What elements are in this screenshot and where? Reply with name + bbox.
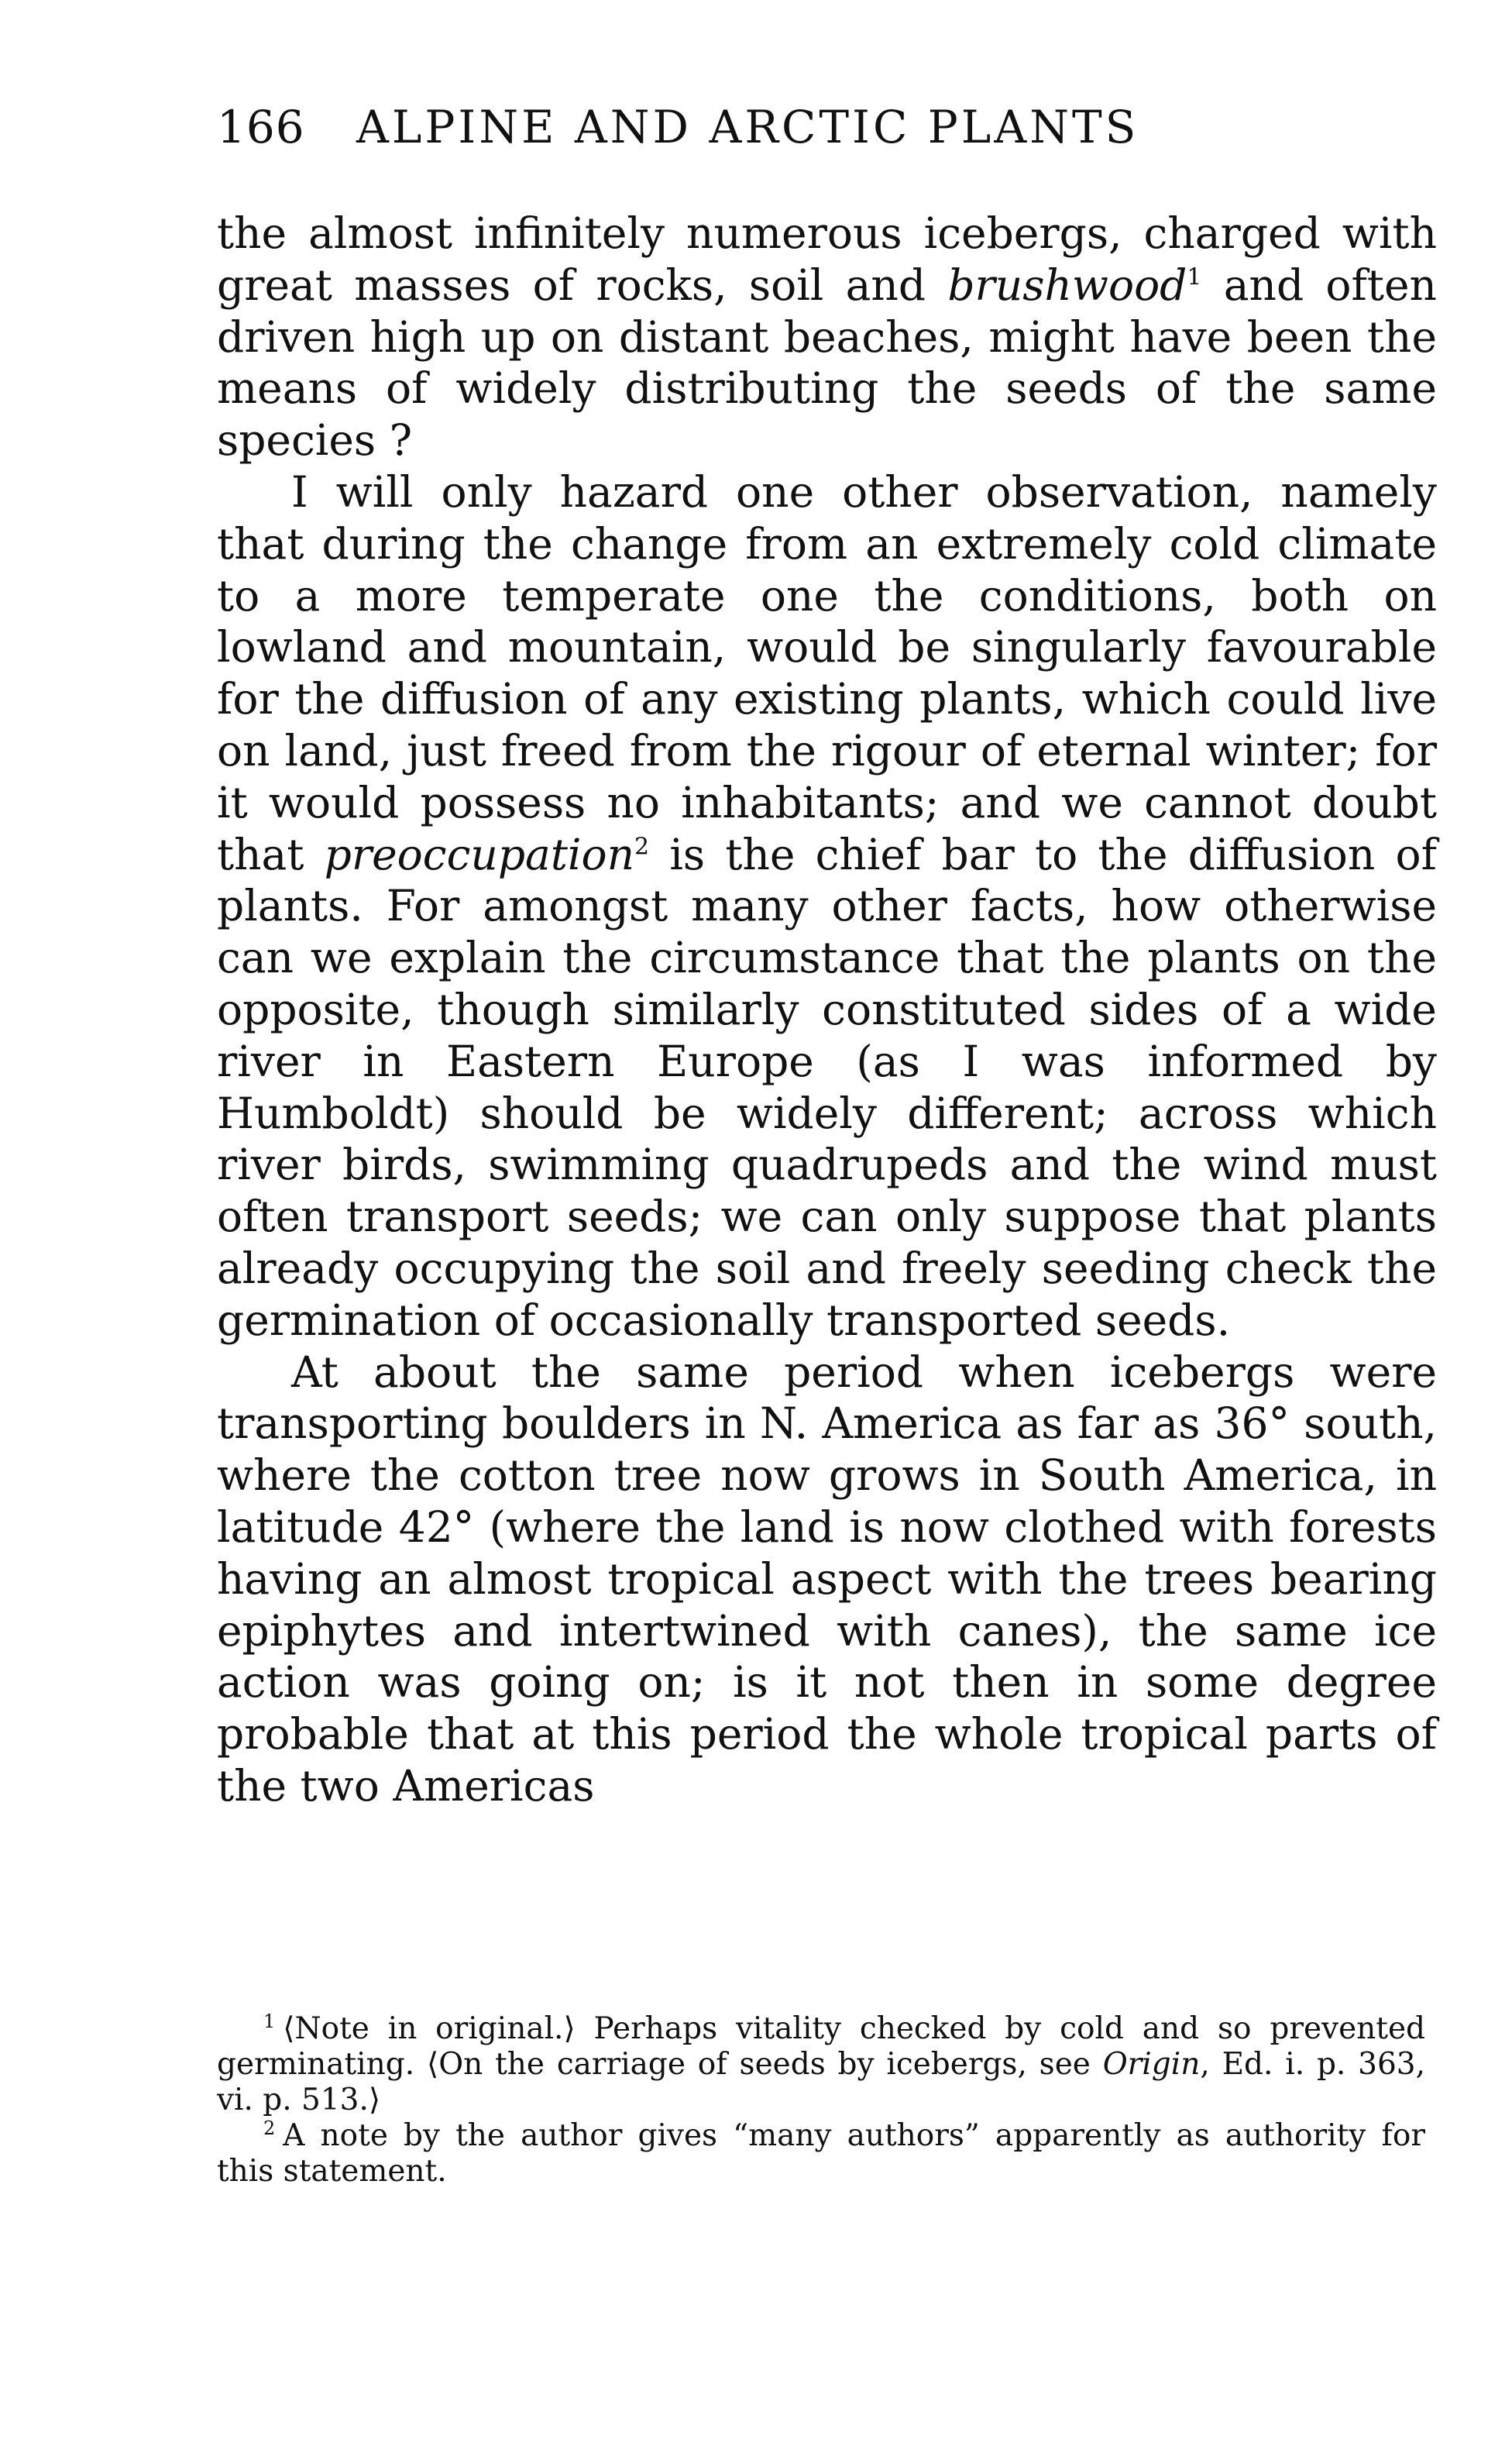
running-head bbox=[217, 99, 1425, 155]
footnote-ref-1: 1 bbox=[1187, 263, 1202, 291]
italic-origin: Origin bbox=[1102, 2047, 1201, 2082]
footnote-1-text-a: ⟨Note in original.⟩ Perhaps vitality checked by cold and so prevented germinating. ⟨On the carriage of seeds by icebergs, see bbox=[217, 2011, 1425, 2082]
running-title: ALPINE AND ARCTIC PLANTS bbox=[356, 101, 1139, 153]
paragraph-2 bbox=[217, 466, 1437, 1347]
footnote-2-text: A note by the author gives “many authors” apparently as authority for this statement. bbox=[217, 2118, 1425, 2189]
footnote-2 bbox=[217, 2118, 1425, 2189]
body-text bbox=[217, 208, 1437, 1812]
footnote-1 bbox=[217, 2011, 1425, 2118]
footnotes bbox=[217, 2011, 1425, 2189]
paragraph-2-text-a: I will only hazard one other observation, namely that during the change from an extremely cold climate to a more temperate one the conditions, both on lowland and mountain, would be singularly favourable for the diffusion of any existing plants, which could live on land, just freed from the rigour of eternal winter; for it would possess no inhabitants; and we cannot doubt that bbox=[217, 466, 1437, 879]
footnote-ref-2: 2 bbox=[634, 833, 650, 861]
paragraph-2-text-b: is the chief bar to the diffusion of plants. For amongst many other facts, how otherwise can we explain the circumstance that the plants on the opposite, though similarly constituted sides of a wide river in Eastern Europe (as I was informed by Humboldt) should be widely different; across which river birds, swimming quadrupeds and the wind must often transport seeds; we can only suppose that plants already occupying the soil and freely seeding check the germination of occasionally transported seeds. bbox=[217, 829, 1438, 1345]
footnote-1-mark: 1 bbox=[263, 2011, 276, 2032]
footnote-2-mark: 2 bbox=[263, 2117, 276, 2139]
paragraph-1 bbox=[217, 208, 1437, 466]
italic-brushwood: brushwood bbox=[947, 260, 1187, 310]
paragraph-1-text-a: the almost infinitely numerous icebergs, charged with great masses of rocks, soil and bbox=[217, 208, 1437, 310]
paragraph-3: At about the same period when icebergs were transporting boulders in N. America as far as 36° south, where the cotton tree now grows in South America, in latitude 42° (where the land is now clothed with forests having an almost tropical aspect with the trees bearing epiphytes and intertwined with canes), the same ice action was going on; is it not then in some degree probable that at this period the whole tropical parts of the two Americas bbox=[217, 1347, 1437, 1811]
footnote-1-text-b: , Ed. i. p. 363, vi. p. 513.⟩ bbox=[217, 2047, 1425, 2117]
paragraph-1-text-b: and often driven high up on distant beaches, might have been the means of widely distributing the seeds of the same species ? bbox=[217, 260, 1437, 466]
italic-preoccupation: preoccupation bbox=[324, 829, 635, 879]
page-number: 166 bbox=[217, 101, 305, 153]
